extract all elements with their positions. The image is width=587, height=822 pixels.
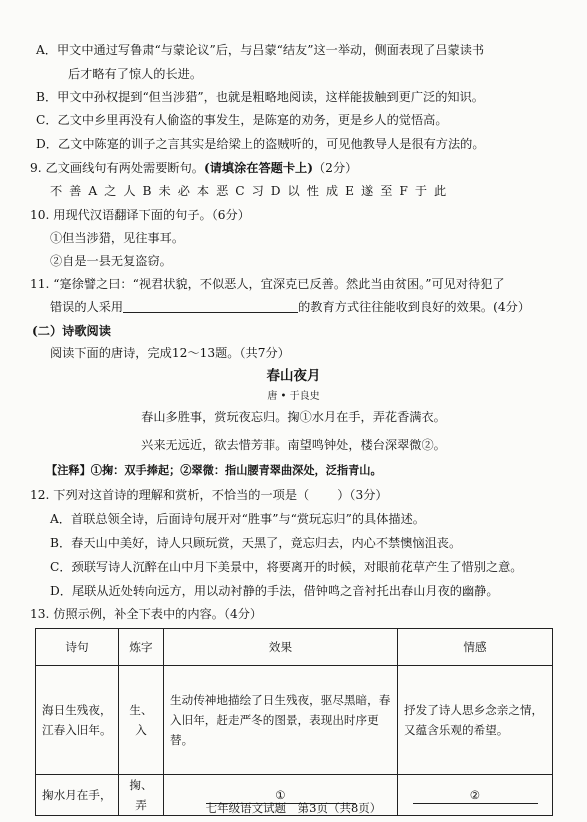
translate-item-1: ①但当涉猎，见往事耳。 xyxy=(50,231,185,245)
question-number: 11. xyxy=(30,277,50,291)
section-intro: 阅读下面的唐诗，完成12～13题。（共7分） xyxy=(50,346,290,360)
question-10 xyxy=(30,207,557,223)
option-8a-line1: A．甲文中通过写鲁肃“与蒙论议”后，与吕蒙“结友”这一举动，侧面表现了吕蒙读书 xyxy=(36,43,485,57)
question-11 xyxy=(30,276,557,292)
page-footer: 七年级语文试题 第3页（共8页） xyxy=(205,801,382,815)
question-11-line2: 错误的人采用 的教育方式往往能收到良好的效果。(4分） xyxy=(50,300,531,314)
question-9 xyxy=(30,160,557,176)
question-number: 12. xyxy=(30,488,50,502)
question-13 xyxy=(30,606,557,622)
effect-cell: 生动传神地描绘了日生残夜，驱尽黑暗，春入旧年，赶走严冬的图景，表现出时序更替。 xyxy=(164,666,398,775)
poem-line-2: 兴来无远近，欲去惜芳菲。南望鸣钟处，楼台深翠微②。 xyxy=(141,438,446,452)
table-header-row xyxy=(36,629,553,666)
option-8d: D．乙文中陈寔的训子之言其实是给梁上的盗贼听的，可见他教导人是很有方法的。 xyxy=(36,137,485,151)
question-number: 9. xyxy=(30,161,42,175)
answer-blank-2[interactable]: ② xyxy=(413,787,538,804)
option-8c: C．乙文中乡里再没有人偷盗的事发生，是陈寔的劝务，更是乡人的觉悟高。 xyxy=(36,113,448,127)
poem-note: 【注释】①掬：双手捧起；②翠微：指山腰青翠曲深处，泛指青山。 xyxy=(46,463,382,477)
poem-title: 春山夜月 xyxy=(266,368,321,384)
translate-item-2: ②自是一县无复盗窃。 xyxy=(50,254,172,268)
question-number: 13. xyxy=(30,607,50,621)
chars-cell: 生、入 xyxy=(119,666,164,775)
table-header-cell: 诗句 xyxy=(36,629,119,666)
poem-author: 唐 • 于良史 xyxy=(267,391,320,402)
verse-cell: 掬水月在手， xyxy=(36,775,119,816)
option-12c: C．颈联写诗人沉醉在山中月下美景中，将要离开的时候，对眼前花草产生了惜别之意。 xyxy=(50,560,523,574)
option-8a-line2: 后才略有了惊人的长进。 xyxy=(68,67,203,81)
answer-blank-1[interactable]: ① xyxy=(206,787,356,804)
section-title: (二）诗歌阅读 xyxy=(32,324,111,338)
option-8b: B．甲文中孙权提到“但当涉猎”，也就是粗略地阅读，这样能拔触到更广泛的知识。 xyxy=(36,90,484,104)
answer-card-instruction: (请填涂在答题卡上) xyxy=(203,161,313,175)
segmentation-sentence: 不善A之人B未必本恶C习D以性成E遂至F于此 xyxy=(50,184,454,198)
option-12d: D．尾联从近处转向远方，用以动衬静的手法，借钟鸣之音衬托出春山月夜的幽静。 xyxy=(50,584,499,598)
emotion-cell: 抒发了诗人思乡念亲之情，又蕴含乐观的希望。 xyxy=(398,666,553,775)
question-12 xyxy=(30,487,557,503)
chars-cell: 掬、弄 xyxy=(119,775,164,816)
question-stem: 仿照示例，补全下表中的内容。（4分） xyxy=(53,607,263,621)
table-header-cell: 情感 xyxy=(398,629,553,666)
question-number: 10. xyxy=(30,208,50,222)
question-stem: 用现代汉语翻译下面的句子。（6分） xyxy=(53,208,250,222)
verse-cell: 海日生残夜， 江春入旧年。 xyxy=(36,666,119,775)
option-12a: A．首联总领全诗，后面诗句展开对“胜事”与“赏玩忘归”的具体描述。 xyxy=(50,512,425,526)
option-12b: B．春天山中美好，诗人只顾玩赏，天黑了，竟忘归去，内心不禁懊恼沮丧。 xyxy=(50,536,462,550)
table-header-cell: 效果 xyxy=(164,629,398,666)
question-stem: “寔徐譬之曰：“视君状貌，不似恶人，宜深克已反善。然此当由贫困。”可见对待犯了 xyxy=(53,277,505,291)
question-stem: 乙文画线句有两处需要断句。 xyxy=(45,161,204,175)
table-row xyxy=(36,666,553,775)
question-points: （2分） xyxy=(313,161,358,175)
question-points: ）（3分） xyxy=(337,488,388,502)
answer-blank[interactable] xyxy=(123,300,298,313)
question-stem: 下列对这首诗的理解和赏析，不恰当的一项是（ xyxy=(53,488,310,502)
answer-table xyxy=(35,628,553,816)
poem-line-1: 春山多胜事，赏玩夜忘归。掬①水月在手，弄花香满衣。 xyxy=(141,410,446,424)
table-header-cell: 炼字 xyxy=(119,629,164,666)
